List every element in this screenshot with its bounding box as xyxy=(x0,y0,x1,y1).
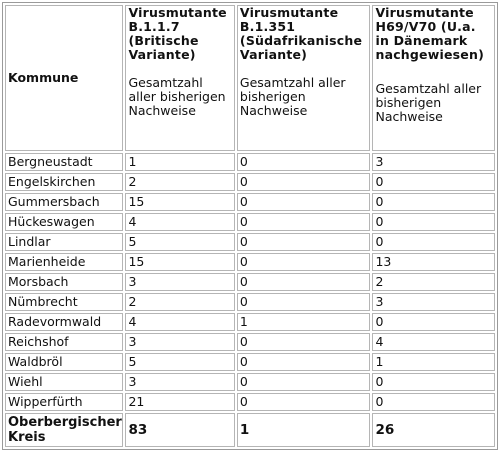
total-b117: 83 xyxy=(125,413,234,447)
cell-b1351: 0 xyxy=(237,373,371,391)
header-b117-sub: Gesamtzahl aller bisherigen Nachweise xyxy=(128,75,226,118)
total-h69: 26 xyxy=(372,413,495,447)
cell-b1351: 0 xyxy=(237,253,371,271)
cell-b117: 15 xyxy=(125,253,234,271)
cell-kommune: Bergneustadt xyxy=(5,153,123,171)
cell-h69: 0 xyxy=(372,213,495,231)
table-row xyxy=(5,333,495,351)
table-row xyxy=(5,373,495,391)
cell-b117: 21 xyxy=(125,393,234,411)
cell-kommune: Marienheide xyxy=(5,253,123,271)
cell-kommune: Hückeswagen xyxy=(5,213,123,231)
header-h69 xyxy=(372,5,495,151)
header-b117-title: Virusmutante B.1.1.7 (Britische Variante) xyxy=(128,5,227,62)
cell-b117: 3 xyxy=(125,333,234,351)
variant-table xyxy=(2,2,498,450)
table-container xyxy=(2,2,498,467)
total-b1351: 1 xyxy=(237,413,371,447)
cell-b117: 4 xyxy=(125,213,234,231)
cell-b117: 2 xyxy=(125,293,234,311)
table-row xyxy=(5,253,495,271)
cell-h69: 4 xyxy=(372,333,495,351)
cell-b1351: 0 xyxy=(237,273,371,291)
cell-b1351: 0 xyxy=(237,213,371,231)
header-b117 xyxy=(125,5,234,151)
header-row xyxy=(5,5,495,151)
cell-h69: 0 xyxy=(372,173,495,191)
cell-b117: 2 xyxy=(125,173,234,191)
table-row xyxy=(5,313,495,331)
table-row xyxy=(5,273,495,291)
total-kommune: Oberbergischer Kreis xyxy=(5,413,123,447)
table-row xyxy=(5,193,495,211)
cell-b117: 1 xyxy=(125,153,234,171)
header-b1351-sub: Gesamtzahl aller bisherigen Nachweise xyxy=(239,75,346,118)
cell-kommune: Radevormwald xyxy=(5,313,123,331)
cell-h69: 2 xyxy=(372,273,495,291)
table-row xyxy=(5,233,495,251)
cell-h69: 3 xyxy=(372,293,495,311)
header-b1351-title: Virusmutante B.1.351 (Südafrikanische Variante) xyxy=(239,5,363,62)
total-row xyxy=(5,413,495,447)
cell-kommune: Waldbröl xyxy=(5,353,123,371)
table-row xyxy=(5,153,495,171)
cell-b117: 4 xyxy=(125,313,234,331)
cell-b117: 5 xyxy=(125,233,234,251)
cell-h69: 3 xyxy=(372,153,495,171)
cell-kommune: Gummersbach xyxy=(5,193,123,211)
cell-b1351: 0 xyxy=(237,233,371,251)
cell-h69: 0 xyxy=(372,193,495,211)
cell-kommune: Reichshof xyxy=(5,333,123,351)
header-kommune: Kommune xyxy=(5,5,123,151)
table-row xyxy=(5,353,495,371)
table-body xyxy=(5,153,495,411)
cell-b1351: 0 xyxy=(237,393,371,411)
table-row xyxy=(5,213,495,231)
cell-b117: 5 xyxy=(125,353,234,371)
cell-b1351: 0 xyxy=(237,333,371,351)
cell-kommune: Wipperfürth xyxy=(5,393,123,411)
header-h69-title: Virusmutante H69/V70 (U.a. in Dänemark nachgewiesen) xyxy=(375,5,484,62)
header-h69-sub: Gesamtzahl aller bisherigen Nachweise xyxy=(375,81,482,124)
cell-b117: 3 xyxy=(125,373,234,391)
cell-b1351: 0 xyxy=(237,193,371,211)
cell-h69: 0 xyxy=(372,393,495,411)
cell-kommune: Morsbach xyxy=(5,273,123,291)
cell-h69: 13 xyxy=(372,253,495,271)
cell-h69: 1 xyxy=(372,353,495,371)
cell-b1351: 1 xyxy=(237,313,371,331)
cell-kommune: Engelskirchen xyxy=(5,173,123,191)
cell-kommune: Nümbrecht xyxy=(5,293,123,311)
cell-h69: 0 xyxy=(372,313,495,331)
cell-kommune: Lindlar xyxy=(5,233,123,251)
table-row xyxy=(5,393,495,411)
cell-h69: 0 xyxy=(372,233,495,251)
cell-b1351: 0 xyxy=(237,353,371,371)
table-row xyxy=(5,293,495,311)
cell-kommune: Wiehl xyxy=(5,373,123,391)
cell-b1351: 0 xyxy=(237,173,371,191)
cell-b1351: 0 xyxy=(237,153,371,171)
table-row xyxy=(5,173,495,191)
cell-b117: 3 xyxy=(125,273,234,291)
header-b1351 xyxy=(237,5,371,151)
cell-h69: 0 xyxy=(372,373,495,391)
cell-b1351: 0 xyxy=(237,293,371,311)
cell-b117: 15 xyxy=(125,193,234,211)
